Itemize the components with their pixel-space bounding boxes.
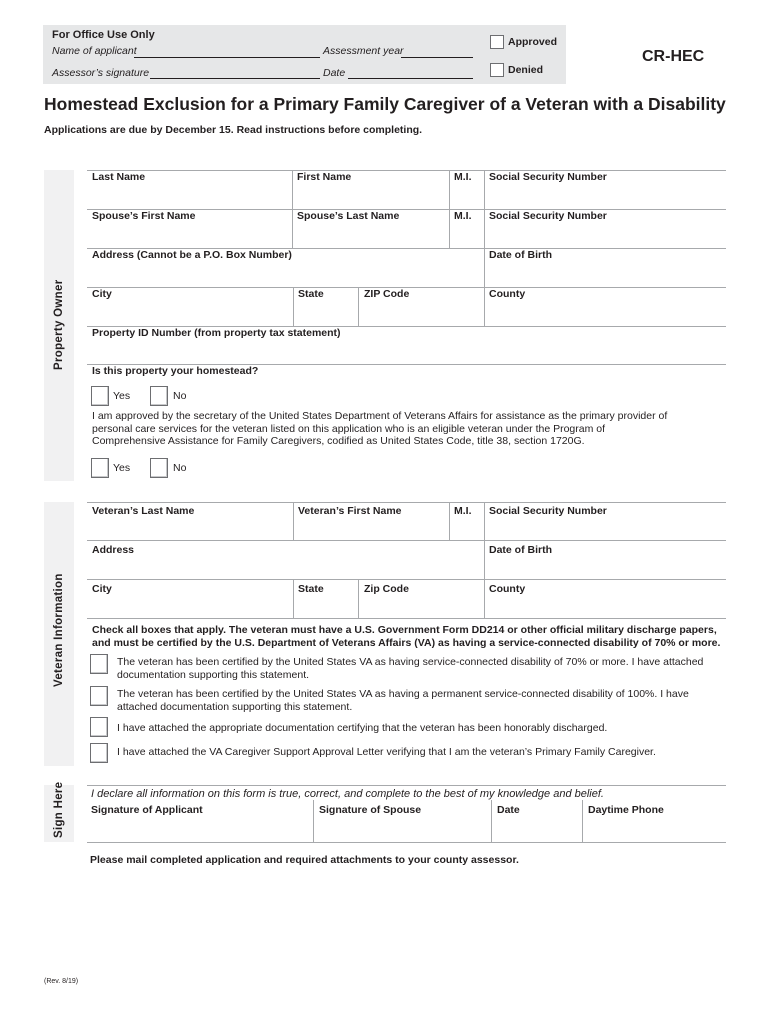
rule: [87, 502, 726, 503]
rule: [87, 842, 726, 843]
divider: [293, 287, 294, 326]
office-date-line[interactable]: [348, 78, 473, 79]
disability-70-text: The veteran has been certified by the United States VA as having service-connected disability of 70% or more. I have attached documentation supporting this statement.: [117, 656, 704, 681]
veteran-dob-label: Date of Birth: [489, 544, 552, 556]
last-name-label: Last Name: [92, 171, 146, 183]
rule: [87, 618, 726, 619]
honorable-discharge-checkbox[interactable]: [90, 717, 108, 737]
approval-no-checkbox[interactable]: [150, 458, 168, 478]
homestead-yes-label: Yes: [113, 390, 131, 402]
property-owner-label: Property Owner: [53, 279, 65, 370]
denied-checkbox[interactable]: [490, 63, 504, 77]
sign-here-label: Sign Here: [53, 781, 65, 838]
assessment-year-label: Assessment year: [323, 45, 404, 57]
divider: [358, 579, 359, 618]
daytime-phone-label: Daytime Phone: [588, 804, 664, 816]
state-label: State: [298, 288, 324, 300]
divider: [484, 170, 485, 209]
veteran-county-label: County: [489, 583, 526, 595]
divider: [582, 800, 583, 842]
check-instructions: Check all boxes that apply. The veteran must have a U.S. Government Form DD214 or other official military discharge papers, and must be certified by the U.S. Department of Veterans Affairs (VA) as having a service-connected disability of 70% or more.: [92, 624, 721, 649]
caregiver-letter-checkbox[interactable]: [90, 743, 108, 763]
rule: [87, 579, 726, 580]
office-date-label: Date: [323, 67, 346, 79]
applicant-name-label: Name of applicant: [52, 45, 137, 57]
approval-yes-label: Yes: [113, 462, 131, 474]
divider: [484, 579, 485, 618]
approval-no-label: No: [173, 462, 187, 474]
zip-label: ZIP Code: [364, 288, 410, 300]
ssn-label: Social Security Number: [489, 171, 607, 183]
applicant-name-line[interactable]: [134, 57, 320, 58]
city-label: City: [92, 288, 112, 300]
form-code: CR-HEC: [642, 48, 705, 65]
veteran-last-name-label: Veteran’s Last Name: [92, 505, 195, 517]
divider: [293, 502, 294, 540]
homestead-no-checkbox[interactable]: [150, 386, 168, 406]
divider: [484, 287, 485, 326]
divider: [293, 579, 294, 618]
assessor-signature-label: Assessor’s signature: [52, 67, 150, 79]
dob-label: Date of Birth: [489, 249, 552, 261]
mail-note: Please mail completed application and required attachments to your county assessor.: [90, 854, 519, 866]
divider: [484, 502, 485, 540]
veteran-state-label: State: [298, 583, 324, 595]
divider: [491, 800, 492, 842]
mi-label: M.I.: [454, 171, 472, 183]
page-subtitle: Applications are due by December 15. Read instructions before completing.: [44, 124, 423, 136]
approved-label: Approved: [508, 36, 558, 48]
divider: [449, 170, 450, 209]
revision-note: (Rev. 8/19): [44, 978, 79, 985]
office-use-box: [43, 25, 566, 84]
assessor-signature-line[interactable]: [150, 78, 320, 79]
spouse-first-name-label: Spouse’s First Name: [92, 210, 196, 222]
disability-70-checkbox[interactable]: [90, 654, 108, 674]
rule: [87, 785, 726, 786]
caregiver-approval-text: I am approved by the secretary of the United States Department of Veterans Affairs for assistance as the primary provider of personal care services for the veteran listed on this application who is an eligible veteran under the Program of Comprehensive Assistance for Family Caregivers, codified as United States Code, title 38, section 1720G.: [92, 410, 668, 447]
veteran-ssn-label: Social Security Number: [489, 505, 607, 517]
spouse-ssn-label: Social Security Number: [489, 210, 607, 222]
address-label: Address (Cannot be a P.O. Box Number): [92, 249, 292, 261]
divider: [484, 209, 485, 248]
approval-yes-checkbox[interactable]: [91, 458, 109, 478]
applicant-signature-label: Signature of Applicant: [91, 804, 203, 816]
veteran-zip-label: Zip Code: [364, 583, 409, 595]
divider: [292, 170, 293, 209]
veteran-city-label: City: [92, 583, 112, 595]
divider: [449, 502, 450, 540]
county-label: County: [489, 288, 526, 300]
veteran-mi-label: M.I.: [454, 505, 472, 517]
honorable-discharge-text: I have attached the appropriate documentation certifying that the veteran has been honorably discharged.: [117, 722, 608, 734]
veteran-address-label: Address: [92, 544, 135, 556]
first-name-label: First Name: [297, 171, 352, 183]
approved-checkbox[interactable]: [490, 35, 504, 49]
denied-label: Denied: [508, 64, 544, 76]
divider: [449, 209, 450, 248]
rule: [87, 170, 726, 171]
spouse-last-name-label: Spouse’s Last Name: [297, 210, 400, 222]
caregiver-letter-text: I have attached the VA Caregiver Support Approval Letter verifying that I am the veteran’s Primary Family Caregiver.: [117, 746, 656, 758]
property-id-label: Property ID Number (from property tax statement): [92, 327, 341, 339]
divider: [484, 540, 485, 579]
divider: [358, 287, 359, 326]
page-title: Homestead Exclusion for a Primary Family Caregiver of a Veteran with a Disability: [44, 94, 726, 114]
divider: [292, 209, 293, 248]
homestead-no-label: No: [173, 390, 187, 402]
declaration-text: I declare all information on this form is true, correct, and complete to the best of my knowledge and belief.: [91, 788, 604, 800]
spouse-mi-label: M.I.: [454, 210, 472, 222]
divider: [313, 800, 314, 842]
assessment-year-line[interactable]: [401, 57, 473, 58]
sign-date-label: Date: [497, 804, 520, 816]
homestead-question: Is this property your homestead?: [92, 365, 259, 377]
veteran-info-label: Veteran Information: [53, 573, 65, 687]
disability-100-text: The veteran has been certified by the United States VA as having a permanent service-connected disability of 100%. I have attached documentation supporting this statement.: [117, 688, 689, 713]
disability-100-checkbox[interactable]: [90, 686, 108, 706]
divider: [484, 248, 485, 287]
office-use-heading: For Office Use Only: [52, 29, 155, 41]
rule: [87, 540, 726, 541]
veteran-first-name-label: Veteran’s First Name: [298, 505, 402, 517]
homestead-yes-checkbox[interactable]: [91, 386, 109, 406]
spouse-signature-label: Signature of Spouse: [319, 804, 422, 816]
